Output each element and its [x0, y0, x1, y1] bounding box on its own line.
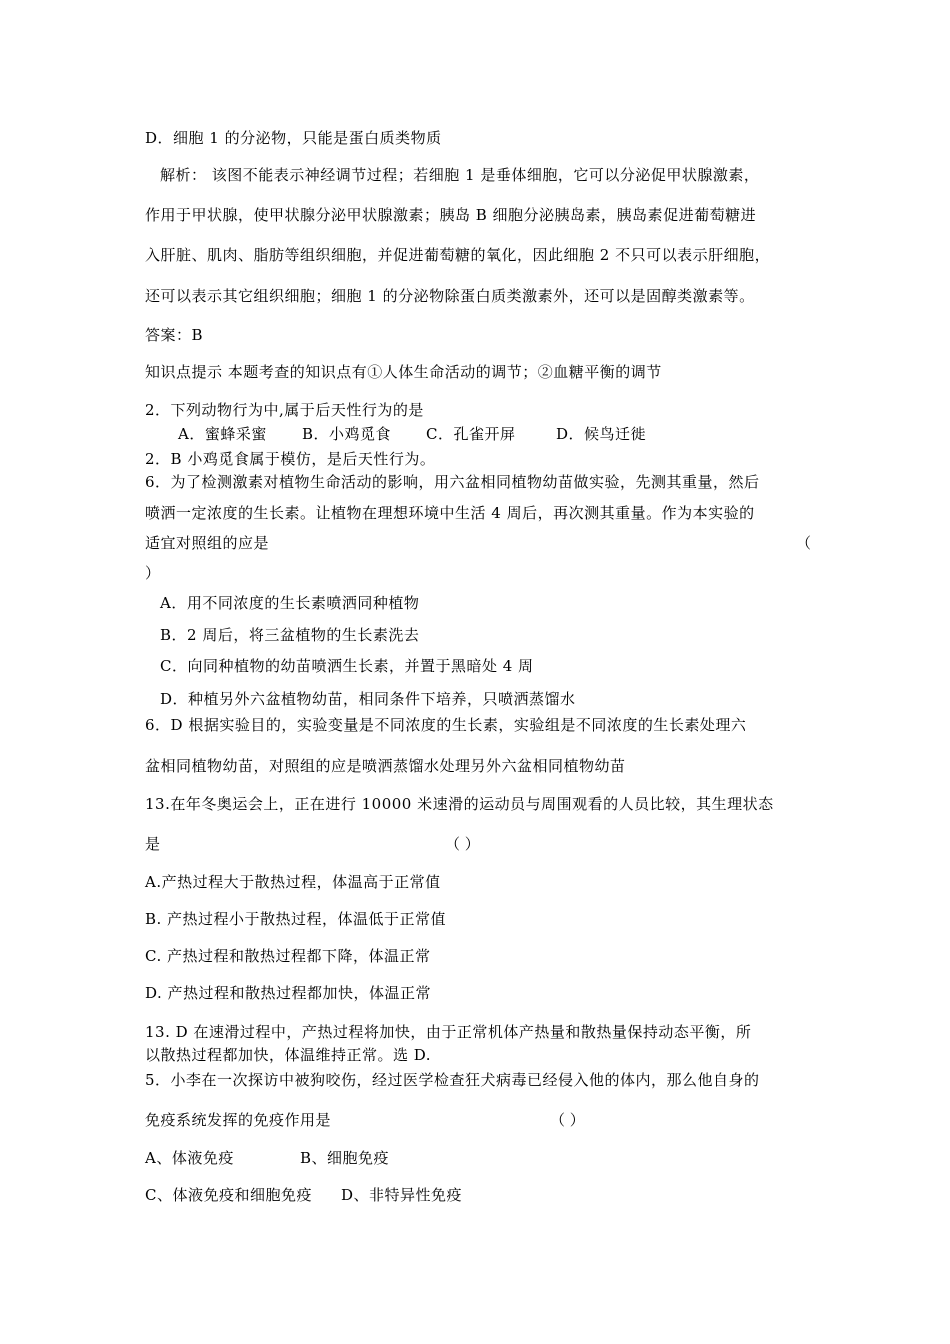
q13-paren: （ ） [445, 835, 480, 853]
q1-answer: 答案：B [145, 326, 204, 344]
q5-options-row [145, 1148, 389, 1168]
q2-answer: 2．B 小鸡觅食属于模仿，是后天性行为。 [145, 450, 436, 468]
q5-option-a: A、体液免疫 [145, 1149, 234, 1167]
q6-stem-line: 6．为了检测激素对植物生命活动的影响，用六盆相同植物幼苗做实验，先测其重量，然后 [145, 473, 760, 491]
q13-answer-line: 以散热过程都加快，体温维持正常。选 D. [145, 1046, 432, 1064]
q6-option-c: C．向同种植物的幼苗喷洒生长素，并置于黑暗处 4 周 [160, 657, 534, 675]
q13-stem-line: 13.在年冬奥运会上，正在进行 10000 米速滑的运动员与周围观看的人员比较，其生理状态 [145, 795, 774, 813]
q5-option-b: B、细胞免疫 [300, 1149, 390, 1167]
q2-options [178, 424, 646, 444]
q5-paren: （ ） [550, 1111, 585, 1129]
q6-option-a: A．用不同浓度的生长素喷洒同种植物 [160, 594, 420, 612]
q2-option-d: D．候鸟迁徙 [556, 425, 647, 443]
q5-stem-line: 5．小李在一次探访中被狗咬伤，经过医学检查狂犬病毒已经侵入他的体内，那么他自身的 [145, 1071, 760, 1089]
q5-option-c: C、体液免疫和细胞免疫 [145, 1186, 312, 1204]
q13-option-b: B. 产热过程小于散热过程，体温低于正常值 [145, 910, 447, 928]
q6-option-b: B．2 周后，将三盆植物的生长素洗去 [160, 626, 420, 644]
q5-stem-line: 免疫系统发挥的免疫作用是 [145, 1111, 332, 1129]
q13-stem-line: 是 [145, 835, 161, 853]
q6-stem-line: 适宜对照组的应是 [145, 534, 270, 552]
q1-analysis-line: 解析： 该图不能表示神经调节过程；若细胞 1 是垂体细胞，它可以分泌促甲状腺激素， [160, 166, 760, 184]
q2-option-a: A．蜜蜂采蜜 [178, 425, 267, 443]
q2-option-b: B．小鸡觅食 [302, 425, 392, 443]
q1-analysis-line: 还可以表示其它组织细胞；细胞 1 的分泌物除蛋白质类激素外，还可以是固醇类激素等。 [145, 287, 755, 305]
q13-option-c: C. 产热过程和散热过程都下降，体温正常 [145, 947, 431, 965]
q1-hint: 知识点提示 本题考查的知识点有①人体生命活动的调节；②血糖平衡的调节 [145, 363, 662, 381]
q13-answer-line: 13. D 在速滑过程中，产热过程将加快，由于正常机体产热量和散热量保持动态平衡，所 [145, 1023, 752, 1041]
q6-answer-line: 6．D 根据实验目的，实验变量是不同浓度的生长素，实验组是不同浓度的生长素处理六 [145, 716, 747, 734]
q13-option-d: D. 产热过程和散热过程都加快，体温正常 [145, 984, 432, 1002]
q5-option-d: D、非特异性免疫 [341, 1186, 463, 1204]
q6-option-d: D．种植另外六盆植物幼苗，相同条件下培养，只喷洒蒸馏水 [160, 690, 576, 708]
q6-paren-open: （ [796, 534, 812, 552]
q6-paren-close: ） [145, 564, 161, 582]
q1-option-d: D．细胞 1 的分泌物，只能是蛋白质类物质 [145, 129, 442, 147]
q1-analysis-line: 作用于甲状腺，使甲状腺分泌甲状腺激素；胰岛 B 细胞分泌胰岛素，胰岛素促进葡萄糖进 [145, 206, 757, 224]
q1-analysis-line: 入肝脏、肌肉、脂肪等组织细胞，并促进葡萄糖的氧化，因此细胞 2 不只可以表示肝细胞， [145, 246, 771, 264]
q13-option-a: A.产热过程大于散热过程，体温高于正常值 [145, 873, 441, 891]
q6-answer-line: 盆相同植物幼苗，对照组的应是喷洒蒸馏水处理另外六盆相同植物幼苗 [145, 757, 626, 775]
q2-option-c: C．孔雀开屏 [426, 425, 516, 443]
q6-stem-line: 喷洒一定浓度的生长素。让植物在理想环境中生活 4 周后，再次测其重量。作为本实验的 [145, 504, 755, 522]
q5-options-row [145, 1185, 462, 1205]
q2-stem: 2．下列动物行为中,属于后天性行为的是 [145, 401, 424, 419]
